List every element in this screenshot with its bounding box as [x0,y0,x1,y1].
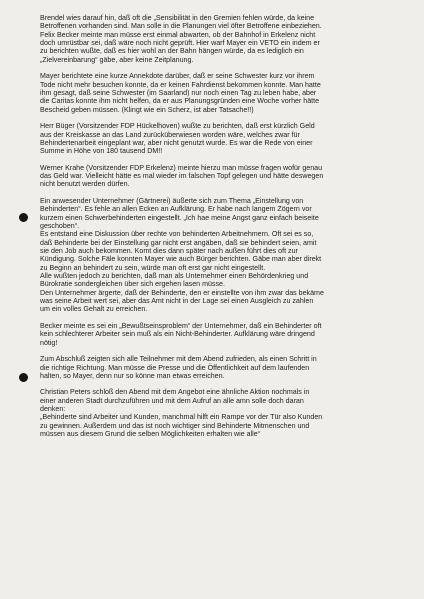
paragraph-3: Herr Büger (Vorsitzender FDP Hückelhoven) wußte zu berichten, daß erst kürzlich Geld aus der Kreiskasse an das Land zurücküberwiesen worden wäre, welches zwar für Behindertenarbeit eingeplant war, aber nicht genutzt wurde. Es war die Rede von einer Summe in Höhe von 180 tausend DM!! [40,122,315,156]
paragraph-6: Becker meinte es sei ein „Bewußtseinsproblem“ der Unternehmer, daß ein Behinderter oft kein schlechterer Arbeiter sein muß als ein Nicht-Behinderter. Aufklärung wäre dringend nötig! [40,321,322,347]
paragraph-1: Brendel wies darauf hin, daß oft die „Sensibilität in den Gremien fehlen würde, da keine Betroffenen vorhanden sind. Man solle in die Planungen viel öfter Betroffene einbeziehen. Felix Becker meinte man müsse erst einmal abwarten, ob der Bahnhof in Erkelenz nicht doch umrüstbar sei, daß wäre noch nicht geprüft. Hier warf Mayer ein VETO ein indem er zu berichten wußte, daß es hier wohl an der Bahn hängen würde, da es lediglich ein „Zielvereinbarung“ gäbe, aber keine Zeitplanung. [40,14,322,64]
paragraph-2: Mayer berichtete eine kurze Annekdote darüber, daß er seine Schwester kurz vor ihrem Tode nicht mehr besuchen konnte, da er keinen Fahrdienst bekommen konnte. Man hatte ihm gesagt, daß seine Schwester (im Saarland) nur noch einen Tag zu leben habe, aber die Caritas konnte ihm nicht helfen, da er aus Planungsgründen eine Woche vorher hätte Bescheid geben müssen. (Klingt wie ein Scherz, ist aber Tatsache!!) [40,72,321,114]
paragraph-4: Werner Krahe (Vorsitzender FDP Erkelenz) meinte hierzu man müsse fragen wofür genau das Geld war. Vielleicht hätte es mal wieder im falschen Topf gelegen und hätte deswegen nicht benutzt werden dürfen. [40,163,324,189]
document-body [40,14,418,447]
paragraph-5: Ein anwesender Unternehmer (Gärtnerei) äußerte sich zum Thema „Einstellung von Behinderten“. Es fehle an allen Ecken an Aufklärung. Er habe nach langem Zögern vor kurzem einen Schwerbehinderten eingestellt. „Ich hae meine Angst ganz einfach beiseite geschoben“. Es entstand eine Diskussion über rechte von behinderten Arbeitnehmern. Oft sei es so, daß Behinderte bei der Einstellung gar nicht erst angäben, daß sie behindert seien, amit sie den Job auch bekommen. Komt dies dann später nach außen führt dies oft zur Kündigung. Solche Fäle konnten Mayer wie auch Bürger berichten. Gäbe man aber direkt zu Beginn an behindert zu sein, würde man oft erst gar nicht eingestellt. Alle wußten jedoch zu berichten, daß man als Unternehmer einen Behördenkrieg und Bürokratie sondergleichen über sich ergehen lasen müsse. Den Unternehmer ärgerte, daß der Behinderte, den er einstellte von ihm zwar das bekäme was seine Arbeit wert sei, aber das Amt nicht in der Lage sei einen Ausgleich zu zahlen um ein volles Gehalt zu erreichen. [40,196,324,314]
punch-hole-bottom [19,373,28,382]
paragraph-8: Christian Peters schloß den Abend mit dem Angebot eine ähnliche Aktion nochmals in einer anderen Stadt durchzuführen und mit dem Aufruf an alle amn solle doch daran denken: „Behinderte sind Arbeiter und Kunden, manchmal hilft ein Rampe vor der Tür also Kunden zu gewinnen. Außerdem und das ist noch wichtiger sind Behinderte Mitmenschen und müssen aus diesem Grund die selben Möglichkeiten erhalten wie alle“ [40,388,323,439]
paragraph-7: Zum Abschluß zeigten sich alle Teilnehmer mit dem Abend zufrieden, als einen Schritt in die richtige Richtung. Man müsse die Presse und die Öffentlichkeit auf dem laufenden halten, so Mayer, denn nur so könne man etwas erreichen. [40,355,317,380]
punch-hole-top [19,213,28,222]
